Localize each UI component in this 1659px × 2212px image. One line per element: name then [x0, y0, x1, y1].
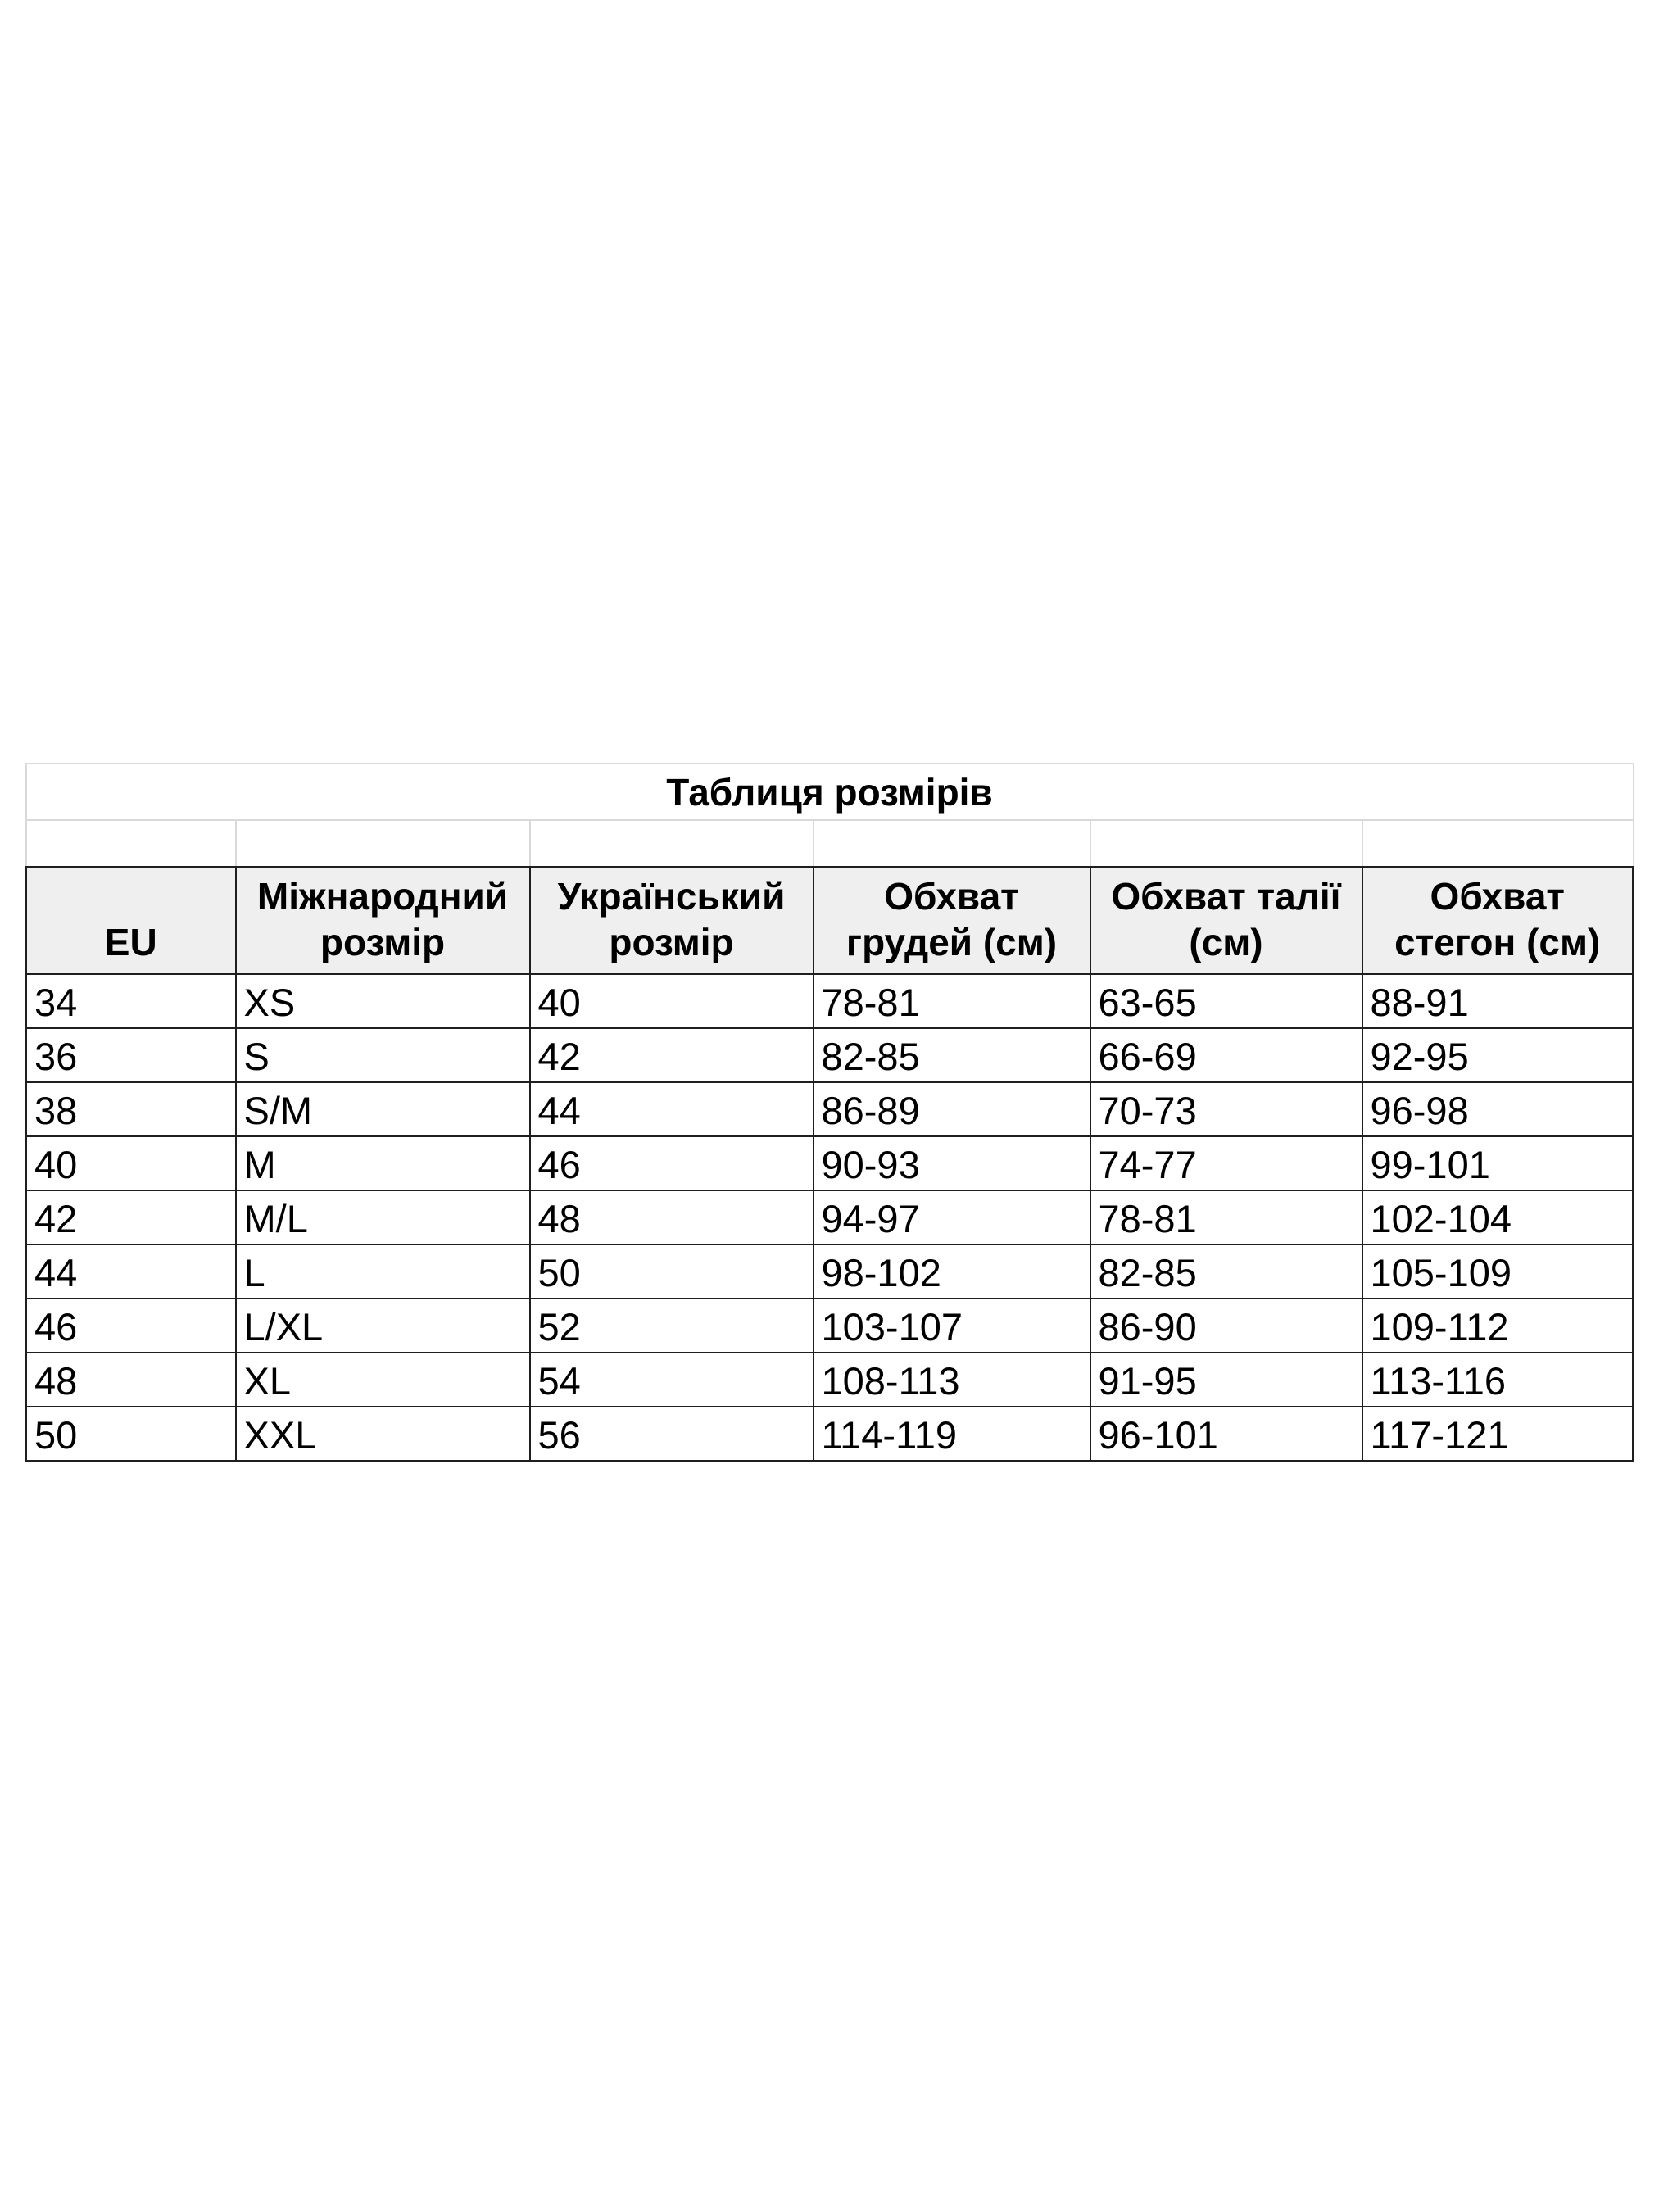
table-row: [26, 974, 1634, 1028]
size-cell: 90-93: [814, 1136, 1090, 1190]
col-header-international-size: Міжнародний розмір: [236, 868, 530, 975]
size-cell: 91-95: [1090, 1353, 1362, 1407]
size-cell: 78-81: [814, 974, 1090, 1028]
size-cell: 88-91: [1362, 974, 1634, 1028]
size-cell: L/XL: [236, 1299, 530, 1353]
size-cell: 66-69: [1090, 1028, 1362, 1082]
size-cell: 98-102: [814, 1244, 1090, 1299]
size-cell: S: [236, 1028, 530, 1082]
size-cell: 108-113: [814, 1353, 1090, 1407]
table-title: Таблиця розмірів: [26, 764, 1634, 820]
table-row: [26, 1299, 1634, 1353]
size-cell: 92-95: [1362, 1028, 1634, 1082]
col-header-ukrainian-size: Український розмір: [530, 868, 814, 975]
size-cell: L: [236, 1244, 530, 1299]
size-cell: 82-85: [1090, 1244, 1362, 1299]
size-cell: M/L: [236, 1190, 530, 1244]
size-cell: 74-77: [1090, 1136, 1362, 1190]
size-cell: 36: [26, 1028, 236, 1082]
spacer-cell: [1362, 820, 1634, 868]
size-cell: 82-85: [814, 1028, 1090, 1082]
size-cell: 54: [530, 1353, 814, 1407]
table-title-row: [26, 764, 1634, 820]
table-row: [26, 1407, 1634, 1462]
size-cell: 96-101: [1090, 1407, 1362, 1462]
col-header-hips-cm: Обхват стегон (см): [1362, 868, 1634, 975]
size-cell: 78-81: [1090, 1190, 1362, 1244]
spacer-cell: [236, 820, 530, 868]
size-cell: 117-121: [1362, 1407, 1634, 1462]
size-cell: 109-112: [1362, 1299, 1634, 1353]
size-table: [25, 763, 1634, 1462]
size-cell: 86-89: [814, 1082, 1090, 1136]
size-cell: M: [236, 1136, 530, 1190]
size-cell: 113-116: [1362, 1353, 1634, 1407]
spacer-cell: [1090, 820, 1362, 868]
size-cell: 96-98: [1362, 1082, 1634, 1136]
spacer-cell: [530, 820, 814, 868]
table-row: [26, 1190, 1634, 1244]
col-header-waist-cm: Обхват талії (см): [1090, 868, 1362, 975]
spacer-row: [26, 820, 1634, 868]
size-cell: 34: [26, 974, 236, 1028]
col-header-chest-cm: Обхват грудей (см): [814, 868, 1090, 975]
size-cell: 48: [530, 1190, 814, 1244]
size-rows: [26, 974, 1634, 1462]
size-cell: 42: [26, 1190, 236, 1244]
size-cell: 94-97: [814, 1190, 1090, 1244]
size-cell: 103-107: [814, 1299, 1090, 1353]
size-cell: 105-109: [1362, 1244, 1634, 1299]
size-cell: 99-101: [1362, 1136, 1634, 1190]
size-cell: 46: [26, 1299, 236, 1353]
spacer-cell: [814, 820, 1090, 868]
size-cell: 48: [26, 1353, 236, 1407]
size-cell: S/M: [236, 1082, 530, 1136]
size-cell: 40: [26, 1136, 236, 1190]
size-cell: 70-73: [1090, 1082, 1362, 1136]
size-cell: 52: [530, 1299, 814, 1353]
header-row: [26, 868, 1634, 975]
size-cell: 40: [530, 974, 814, 1028]
size-cell: XL: [236, 1353, 530, 1407]
size-cell: XXL: [236, 1407, 530, 1462]
size-cell: 114-119: [814, 1407, 1090, 1462]
size-cell: XS: [236, 974, 530, 1028]
size-table-grid: [25, 763, 1634, 1462]
size-cell: 38: [26, 1082, 236, 1136]
size-cell: 63-65: [1090, 974, 1362, 1028]
size-cell: 42: [530, 1028, 814, 1082]
table-row: [26, 1028, 1634, 1082]
table-row: [26, 1244, 1634, 1299]
size-cell: 50: [26, 1407, 236, 1462]
table-row: [26, 1136, 1634, 1190]
size-cell: 44: [530, 1082, 814, 1136]
size-cell: 102-104: [1362, 1190, 1634, 1244]
table-row: [26, 1082, 1634, 1136]
size-cell: 50: [530, 1244, 814, 1299]
spacer-cell: [26, 820, 236, 868]
table-row: [26, 1353, 1634, 1407]
col-header-eu: EU: [26, 868, 236, 975]
size-cell: 86-90: [1090, 1299, 1362, 1353]
size-cell: 44: [26, 1244, 236, 1299]
size-cell: 56: [530, 1407, 814, 1462]
size-cell: 46: [530, 1136, 814, 1190]
